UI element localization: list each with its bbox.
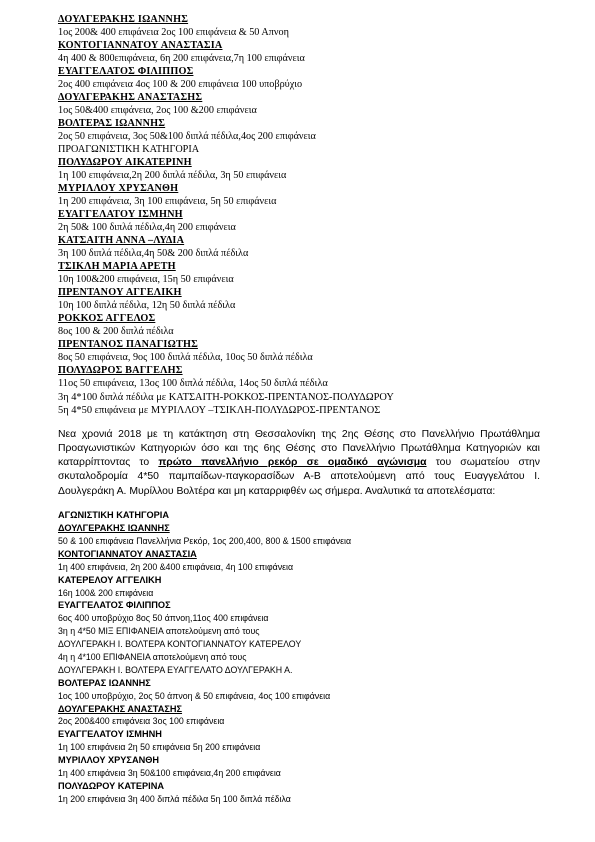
result-line: 6ος 400 υποβρύχιο 8ος 50 άπνοη,11ος 400 επιφάνεια bbox=[58, 613, 269, 624]
result-line: 1η 400 επιφάνεια 3η 50&100 επιφάνεια,4η 200 επιφάνεια bbox=[58, 768, 281, 778]
athlete-name: ΔΟΥΛΓΕΡΑΚΗΣ ΙΩΑΝΝΗΣ bbox=[58, 523, 170, 534]
result-line: 50 & 100 επιφάνεια Πανελλήνια Ρεκόρ, 1ος 200,400, 800 & 1500 επιφάνεια bbox=[58, 535, 352, 546]
athlete-name: ΕΥΑΓΓΕΛΑΤΟΣ ΦΙΛΙΠΠΟΣ bbox=[58, 66, 194, 77]
result-line: 2ος 200&400 επιφάνεια 3ος 100 επιφάνεια bbox=[58, 716, 225, 727]
result-line: ΔΟΥΛΓΕΡΑΚΗ Ι. ΒΟΛΤΕΡΑ ΚΟΝΤΟΓΙΑΝΝΑΤΟΥ ΚΑΤΕΡΕΛΟΥ bbox=[58, 639, 302, 650]
document-content bbox=[58, 13, 538, 806]
athlete-name: ΕΥΑΓΓΕΛΑΤΟΥ ΙΣΜΗΝΗ bbox=[58, 729, 162, 740]
athlete-name: ΒΟΛΤΕΡΑΣ ΙΩΑΝΝΗΣ bbox=[58, 677, 151, 688]
athlete-name: ΔΟΥΛΓΕΡΑΚΗΣ ΙΩΑΝΝΗΣ bbox=[58, 14, 189, 25]
athlete-name: ΠΟΛΥΔΩΡΟΥ ΚΑΤΕΡΙΝΑ bbox=[58, 780, 164, 791]
athlete-name: ΜΥΡΙΛΛΟΥ ΧΡΥΣΑΝΘΗ bbox=[58, 183, 179, 194]
result-line: 2η 50& 100 διπλά πέδιλα,4η 200 επιφάνεια bbox=[58, 222, 236, 233]
result-line: 10η 100&200 επιφάνεια, 15η 50 επιφάνεια bbox=[58, 274, 234, 285]
athlete-name: ΤΣΙΚΛΗ ΜΑΡΙΑ ΑΡΕΤΗ bbox=[58, 261, 176, 272]
result-line: 16η 100& 200 επιφάνεια bbox=[58, 587, 154, 598]
athlete-name: ΕΥΑΓΓΕΛΑΤΟΥ ΙΣΜΗΝΗ bbox=[58, 209, 183, 220]
result-line: 5η 4*50 επιφάνεια με ΜΥΡΙΛΛΟΥ –ΤΣΙΚΛΗ-ΠΟΛΥΔΩΡΟΣ-ΠΡΕΝΤΑΝΟΣ bbox=[58, 405, 381, 417]
intro-paragraph bbox=[58, 428, 540, 499]
athlete-name: ΚΑΤΕΡΕΛΟΥ ΑΓΓΕΛΙΚΗ bbox=[58, 574, 162, 585]
result-line: 1η 100 επιφάνεια 2η 50 επιφάνεια 5η 200 επιφάνεια bbox=[58, 742, 261, 753]
athlete-name: ΕΥΑΓΓΕΛΑΤΟΣ ΦΙΛΙΠΠΟΣ bbox=[58, 600, 171, 611]
athlete-name: ΠΡΕΝΤΑΝΟΥ ΑΓΓΕΛΙΚΗ bbox=[58, 287, 182, 298]
result-line: 4η 400 & 800επιφάνεια, 6η 200 επιφάνεια,7η 100 επιφάνεια bbox=[58, 53, 305, 64]
result-line: 11ος 50 επιφάνεια, 13ος 100 διπλά πέδιλα, 14ος 50 διπλά πέδιλα bbox=[58, 378, 328, 389]
athlete-name: ΔΟΥΛΓΕΡΑΚΗΣ ΑΝΑΣΤΑΣΗΣ bbox=[58, 703, 183, 714]
athlete-name: ΠΡΕΝΤΑΝΟΣ ΠΑΝΑΓΙΩΤΗΣ bbox=[58, 339, 198, 350]
results-section-1 bbox=[58, 13, 538, 418]
result-line: 2ος 50 επιφάνεια, 3ος 50&100 διπλά πέδιλα,4ος 200 επιφάνεια bbox=[58, 131, 316, 142]
athlete-name: ΚΑΤΣΑΙΤΗ ΑΝΝΑ –ΛΥΔΙΑ bbox=[58, 235, 185, 246]
result-line: 1ος 50&400 επιφάνεια, 2ος 100 &200 επιφάνεια bbox=[58, 105, 257, 116]
result-line: 1η 200 επιφάνεια 3η 400 διπλά πέδιλα 5η 100 διπλά πέδιλα bbox=[58, 793, 291, 804]
paragraph-text-1: Νεα χρονιά 2018 με τη κατάκτηση στη Θεσσαλονίκη της 2ης Θέσης στο Πανελλήνιο Πρωτάθλημα Προαγωνιστικών Κατηγοριών όσο και της 6ης Θέσης στο Πανελλήνιο Πρωτάθλημα Κατηγοριών και καταρρίπτοντας το bbox=[58, 428, 540, 469]
athlete-name: ΠΟΛΥΔΩΡΟΣ ΒΑΓΓΕΛΗΣ bbox=[58, 365, 183, 376]
result-line: 1η 200 επιφάνεια, 3η 100 επιφάνεια, 5η 50 επιφάνεια bbox=[58, 196, 277, 207]
result-line: ΠΡΟΑΓΩΝΙΣΤΙΚΗ ΚΑΤΗΓΟΡΙΑ bbox=[58, 144, 200, 155]
athlete-name: ΠΟΛΥΔΩΡΟΥ ΑΙΚΑΤΕΡΙΝΗ bbox=[58, 157, 192, 168]
result-line: 3η 100 διπλά πέδιλα,4η 50& 200 διπλά πέδιλα bbox=[58, 248, 249, 259]
athlete-name: ΑΓΩΝΙΣΤΙΚΗ ΚΑΤΗΓΟΡΙΑ bbox=[58, 510, 169, 521]
athlete-name: ΜΥΡΙΛΛΟΥ ΧΡΥΣΑΝΘΗ bbox=[58, 755, 159, 766]
paragraph-record-highlight: πρώτο πανελλήνιο ρεκόρ σε ομαδικό αγώνισμα bbox=[158, 457, 427, 469]
result-line: 1η 400 επιφάνεια, 2η 200 &400 επιφάνεια, 4η 100 επιφάνεια bbox=[58, 561, 294, 572]
result-line: 8ος 50 επιφάνεια, 9ος 100 διπλά πέδιλα, 10ος 50 διπλά πέδιλα bbox=[58, 352, 313, 363]
athlete-name: ΚΟΝΤΟΓΙΑΝΝΑΤΟΥ ΑΝΑΣΤΑΣΙΑ bbox=[58, 40, 223, 51]
athlete-name: ΔΟΥΛΓΕΡΑΚΗΣ ΑΝΑΣΤΑΣΗΣ bbox=[58, 92, 203, 103]
result-line: 8ος 100 & 200 διπλά πέδιλα bbox=[58, 326, 174, 337]
result-line: 3η 4*100 διπλά πέδιλα με ΚΑΤΣΑΙΤΗ-ΡΟΚΚΟΣ-ΠΡΕΝΤΑΝΟΣ-ΠΟΛΥΔΩΡΟΥ bbox=[58, 391, 394, 403]
athlete-name: ΡΟΚΚΟΣ ΑΓΓΕΛΟΣ bbox=[58, 313, 156, 324]
result-line: 1η 100 επιφάνεια,2η 200 διπλά πέδιλα, 3η 50 επιφάνεια bbox=[58, 170, 287, 181]
result-line: 1ος 100 υποβρύχιο, 2ος 50 άπνοη & 50 επιφάνεια, 4ος 100 επιφάνεια bbox=[58, 690, 331, 701]
result-line: 10η 100 διπλά πέδιλα, 12η 50 διπλά πέδιλα bbox=[58, 300, 236, 311]
result-line: 2ος 400 επιφάνεια 4ος 100 & 200 επιφάνεια 100 υποβρύχιο bbox=[58, 79, 303, 90]
athlete-name: ΒΟΛΤΕΡΑΣ ΙΩΑΝΝΗΣ bbox=[58, 118, 166, 129]
athlete-name: ΚΟΝΤΟΓΙΑΝΝΑΤΟΥ ΑΝΑΣΤΑΣΙΑ bbox=[58, 548, 197, 559]
result-line: ΔΟΥΛΓΕΡΑΚΗ Ι. ΒΟΛΤΕΡΑ ΕΥΑΓΓΕΛΑΤΟ ΔΟΥΛΓΕΡΑΚΗ Α. bbox=[58, 664, 293, 675]
result-line: 1ος 200& 400 επιφάνεια 2ος 100 επιφάνεια & 50 Απνοη bbox=[58, 27, 289, 38]
result-line: 3η η 4*50 ΜΙΞ ΕΠΙΦΑΝΕΙΑ αποτελούμενη από τους bbox=[58, 626, 260, 637]
paragraph-text-2: του σωματείου στην σκυταλοδρομία 4*50 παμπαίδων-παγκορασίδων Α-Β αποτελούμενη από τους Ευαγγελάτου Ι. Δουλγεράκη Α. Μυρίλλου Βολτέρα και μη καταρριφθέν ως σήμερα. Αναλυτικά τα αποτελέσματα: bbox=[58, 457, 540, 497]
result-line: 4η η 4*100 ΕΠΙΦΑΝΕΙΑ αποτελούμενη από τους bbox=[58, 651, 247, 662]
results-section-2 bbox=[58, 509, 538, 805]
